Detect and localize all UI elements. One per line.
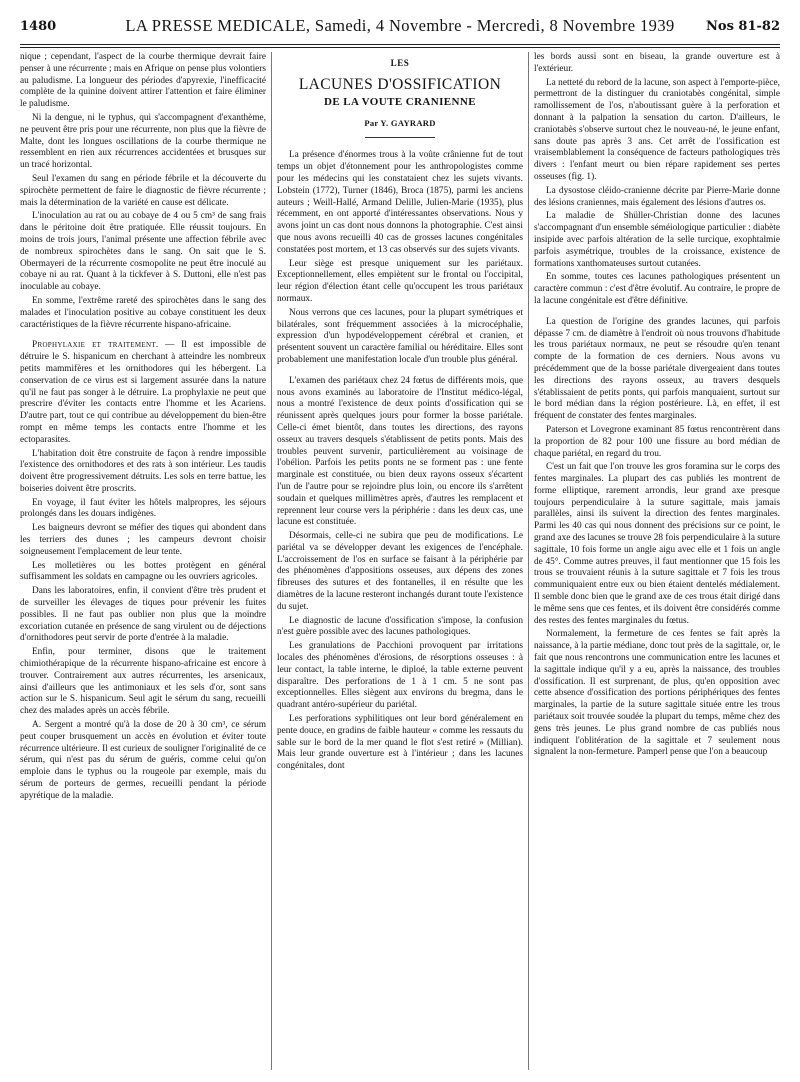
column-divider [528, 52, 529, 1070]
section-heading: Prophylaxie et traitement. [32, 340, 159, 351]
paragraph: La maladie de Shüller-Christian donne des lacunes s'accompagnant d'un ensemble séméiologique particulier : diabète insipide avec parfois altération de la selle turcique, exophtalmie parfois asymétrique, troubles de la croissance, existence de formations xanthomateuses surtout cutanées. [534, 211, 780, 269]
article-pre-title: LES [390, 58, 410, 68]
article-byline: Par Y. GAYRARD [364, 117, 436, 128]
column-3 [534, 52, 780, 1078]
paragraph: L'habitation doit être construite de façon à rendre impossible l'existence des ornithodores et des rats à son intérieur. Les taudis doivent être progressivement détruits. Les sols en terre battue, les boiseries doivent être proscrits. [20, 448, 266, 494]
paragraph: Nous verrons que ces lacunes, pour la plupart symétriques et bilatérales, sont fréquemment associées à la microcéphalie, expression d'un hypodéveloppement cérébral et cranien, et présentent souvent un caractère familial ou héréditaire. Elles sont probablement une manifestation locale d'un trouble plus général. [277, 307, 523, 365]
title-rule [365, 137, 435, 138]
article-title: LACUNES D'OSSIFICATION [298, 75, 502, 93]
paragraph: En somme, toutes ces lacunes pathologiques présentent un caractère commun : c'est d'être évolutif. Au contraire, le propre de la lacune congénitale est d'être définitive. [534, 272, 780, 306]
paragraph: C'est un fait que l'on trouve les gros foramina sur le corps des fentes marginales. La plupart des cas publiés les montrent de forme elliptique, rarement arrondis, leur grand axe presque toujours perpendiculaire à la suture sagittale, mais jamais parallèles, ainsi ils suivent la direction des fentes marginales. Parmi les 40 cas qui nous donnent des précisions sur ce point, le grand axe des lacunes se trouve 28 fois perpendiculaire à la suture sagittale, 10 fois forme un angle aigu avec elle et 1 fois un angle de 45°. Comme autres preuves, il faut mentionner que 15 fois les trous se trouvaient réunis à la suture sagittale et 7 fois les trous communiquaient entre eux ou bien étaient dentelés médialement. Il semble donc bien que le grand axe de ces trous était dirigé dans le même sens que ces fentes, et ils doivent être considérés comme des restes des fentes marginales du fœtus. [534, 462, 780, 626]
paragraph: Enfin, pour terminer, disons que le traitement chimiothérapique de la récurrente hispano-africaine est encore à trouver. Contrairement aux autres récurrentes, les arsenicaux, ainsi d'ailleurs que les antimoniaux et les sels d'or, sont sans action sur le S. hispanicum. Seul agit le sérum du sang, recueilli chez des malades après un accès fébrile. [20, 647, 266, 717]
paragraph: La question de l'origine des grandes lacunes, qui parfois dépasse 7 cm. de diamètre à l'endroit où nous trouvons d'habitude les trous pariétaux normaux, ne peut se résoudre qu'en tenant compte de la formation de ces derniers. Nous avons vu précédemment que de la bosse pariétale divergeaient dans toutes les directions des rayons osseux, au travers desquels s'établissaient de petits ponts, qui parfois manquaient, surtout sur le bord médian dans la région postérieure. Là, en effet, il est fréquent de constater des fentes marginales. [534, 316, 780, 422]
page-number: 1480 [20, 19, 57, 34]
column-divider [271, 52, 272, 1070]
paragraph: En somme, l'extrême rareté des spirochètes dans le sang des malades et l'inoculation positive au cobaye constituent les deux caractéristiques de la fièvre récurrente hispano-africaine. [20, 295, 266, 330]
column-2 [277, 52, 523, 1078]
paragraph: Les perforations syphilitiques ont leur bord généralement en pente douce, en gradins de faible hauteur « comme les ressauts du sable sur le bord de la mer quand le flot s'est retiré » (Millian). Mais leur grande ouverture est à l'intérieur ; dans les lacunes congénitales, dont [277, 714, 523, 772]
paragraph: Les molletières ou les bottes protègent en général suffisamment les soldats en campagne ou les ouvriers agricoles. [20, 560, 266, 583]
paragraph: L'inoculation au rat ou au cobaye de 4 ou 5 cm³ de sang frais dans le péritoine doit être pratiquée. Elle réussit toujours. En moins de trois jours, l'animal présente une affection fébrile avec de nombreux spirochètes dans le sang. On sait que le S. Obermayeri de la récurrente cosmopolite ne peut être inoculé au cobaye ni au rat. Quant à la tickfever à S. Duttoni, elle n'est pas inoculable au cobaye. [20, 211, 266, 293]
paragraph: Paterson et Lovegrone examinant 85 fœtus rencontrèrent dans la proportion de 82 pour 100 une fissure au bord médian de chaque pariétal, en regard du trou. [534, 424, 780, 459]
journal-title: LA PRESSE MEDICALE, Samedi, 4 Novembre - Mercredi, 8 Novembre 1939 [125, 16, 675, 35]
paragraph: En voyage, il faut éviter les hôtels malpropres, les séjours prolongés dans les douars indigènes. [20, 497, 266, 520]
article-subtitle: DE LA VOUTE CRANIENNE [324, 95, 476, 108]
paragraph: les bords aussi sont en biseau, la grande ouverture est à l'extérieur. [534, 52, 780, 74]
paragraph: La dysostose cléido-cranienne décrite par Pierre-Marie donne des lésions craniennes, mais également des lésions d'autres os. [534, 185, 780, 208]
paragraph: Désormais, celle-ci ne subira que peu de modifications. Le pariétal va se développer devant les exigences de l'encéphale. L'accroissement de l'os en surface se faisant à la périphérie par des phénomènes d'appositions osseuses, aux dépens des zones fibreuses des sutures et des fontanelles, il en résulte que les diamètres de la lacune resteront inchangés durant toute l'existence du sujet. [277, 531, 523, 612]
paragraph: Seul l'examen du sang en période fébrile et la découverte du spirochète permettent de faire le diagnostic de fièvre récurrente ; mais la détermination de la variété en cause est délicate. [20, 173, 266, 208]
paragraph: Le diagnostic de lacune d'ossification s'impose, la confusion n'est guère possible avec des lacunes pathologiques. [277, 615, 523, 638]
paragraph: Normalement, la fermeture de ces fentes se fait après la naissance, à la partie médiane, donc tout près de la sagittale, or, le fait que nous rencontrons une communication entre les lacunes et la sagittale indique qu'il y a eu, après la naissance, des troubles d'ossification. Il est surprenant, de plus, qu'en opposition avec cette absence d'ossification des portions périphériques des fentes marginales, la partie de la suture sagittale située entre les trous pariétaux soit trouvée soudée la plupart du temps, même chez des gens très jeunes. Le plus grand nombre de cas publiés nous indiquent l'oblitération de la sagittale et 7 seulement nous signalent la non-fermeture. Pamperl pense que l'on a beaucoup [534, 629, 780, 758]
header-rule [20, 44, 780, 45]
paragraph-prophylaxie [20, 340, 266, 446]
paragraph: La netteté du rebord de la lacune, son aspect à l'emporte-pièce, permettront de la distinguer du craniotabès congénital, simple ramollissement de l'os, n'aboutissant guère à la perforation et donnant à la palpation la sensation du carton. D'ailleurs, le craniotabès s'observe surtout chez le nouveau-né, le jeune enfant, sans doute pas après 3 ans. Cet arrêt de l'ossification est vraisemblablement la conséquence de facteurs pathologiques très divers : l'enfant meurt ou bien répare rapidement ses pertes osseuses (fig. 1). [534, 77, 780, 182]
column-1 [20, 52, 266, 1078]
paragraph: Les baigneurs devront se méfier des tiques qui abondent dans les terriers des dunes ; les campeurs devront choisir soigneusement l'emplacement de leur tente. [20, 523, 266, 557]
paragraph: La présence d'énormes trous à la voûte crânienne fut de tout temps un objet d'étonnement pour les anthropologistes comme pour les médecins qui les constataient chez les sujets vivants. Lobstein (1772), Turner (1846), Broca (1875), parmi les anciens auteurs ; Weill-Hallé, Armand Delille, Julien-Marie (1935), plus récemment, en ont apporté d'intéressantes observations. Nous y avons joint un cas dont nous donnons la photographie. C'est ainsi que nous avons recueilli 40 cas de grosses lacunes congénitales constatées post mortem, et 13 cas observés sur des sujets vivants. [277, 150, 523, 255]
article-heading [277, 58, 523, 138]
page-header [20, 16, 780, 42]
paragraph: Leur siège est presque uniquement sur les pariétaux. Exceptionnellement, elles empiètent sur le frontal ou l'occipital, leur région d'élection étant celle qu'occupent les trous pariétaux normaux. [277, 258, 523, 304]
paragraph: Ni la dengue, ni le typhus, qui s'accompagnent d'exanthème, ne peuvent être pris pour une récurrente, non plus que la fièvre de Malte, dont les longues oscillations de la courbe thermique ne ressemblent en rien aux récurrences accidentées et brusques sur un tracé horizontal. [20, 112, 266, 171]
paragraph: Les granulations de Pacchioni provoquent par irritations locales des phénomènes d'érosions, de résorptions osseuses : à leur contact, la table interne, le diploé, la table externe peuvent disparaître. Des perforations de 1 à 1 cm. 5 ne sont pas exceptionnelles. Elles siègent aux environs du bregma, dans le quadrant antéro-supérieur du pariétal. [277, 641, 523, 711]
paragraph-text: — Il est impossible de détruire le S. hispanicum en cherchant à atteindre les nombreux petits mammifères et les ornithodores qui les hébergent. La conservation de ce virus est si largement assurée dans la nature qu'il ne faut pas songer à le détruire. La prophylaxie ne peut que prescrire d'éviter les contacts entre l'homme et les Acariens. D'autre part, tout ce qui contribue au développement du bien-être rompt en même temps les contacts entre l'homme et les ectoparasites. [20, 340, 266, 445]
paragraph: Dans les laboratoires, enfin, il convient d'être très prudent et de surveiller les élevages de tiques pour prévenir les fuites possibles. Il ne faut pas oublier non plus que la moindre excoriation cutanée en présence de sang virulent ou de déjections d'ornithodores peut servir de porte d'entrée à la maladie. [20, 586, 266, 644]
header-rule-thin [20, 47, 780, 48]
paragraph: A. Sergent a montré qu'à la dose de 20 à 30 cm³, ce sérum peut couper brusquement un accès en évolution et éviter toute récurrence ultérieure. Il est curieux de souligner l'originalité de ce sérum, qui n'est pas du sérum de guéris, comme celui qu'on emploie dans le typhus ou la rougeole par exemple, mais du sérum de porteurs de germes, recueilli pendant la période apyrétique de la maladie. [20, 720, 266, 801]
paragraph: nique ; cependant, l'aspect de la courbe thermique devrait faire penser à une récurrente ; mais en Afrique on pense plus volontiers au paludisme. La longueur des périodes d'apyrexie, l'inefficacité complète de la quinine doivent attirer l'attention et faire éliminer le paludisme. [20, 52, 266, 110]
issue-number: Nos 81-82 [706, 19, 780, 34]
paragraph: L'examen des pariétaux chez 24 fœtus de différents mois, que nous avons examinés au laboratoire de l'Institut médico-légal, nous a montré l'existence de deux points d'ossification qui se réunissent après quelques jours pour former la bosse pariétale. Celle-ci émet bientôt, dans toutes les directions, des rayons osseux au travers desquels s'établissent de petits ponts. Mais des troubles peuvent survenir, particulièrement au voisinage de l'obélion. Parfois les petits ponts ne se forment pas : une fente marginale est constituée, ou bien deux rayons osseux s'écartent l'un de l'autre pour se rejoindre plus loin, ou encore ils s'arrêtent soudain et quelques millimètres après, d'autres les remplacent et reprennent leur course vers la périphérie : dans les deux cas, une lacune est constituée. [277, 375, 523, 528]
